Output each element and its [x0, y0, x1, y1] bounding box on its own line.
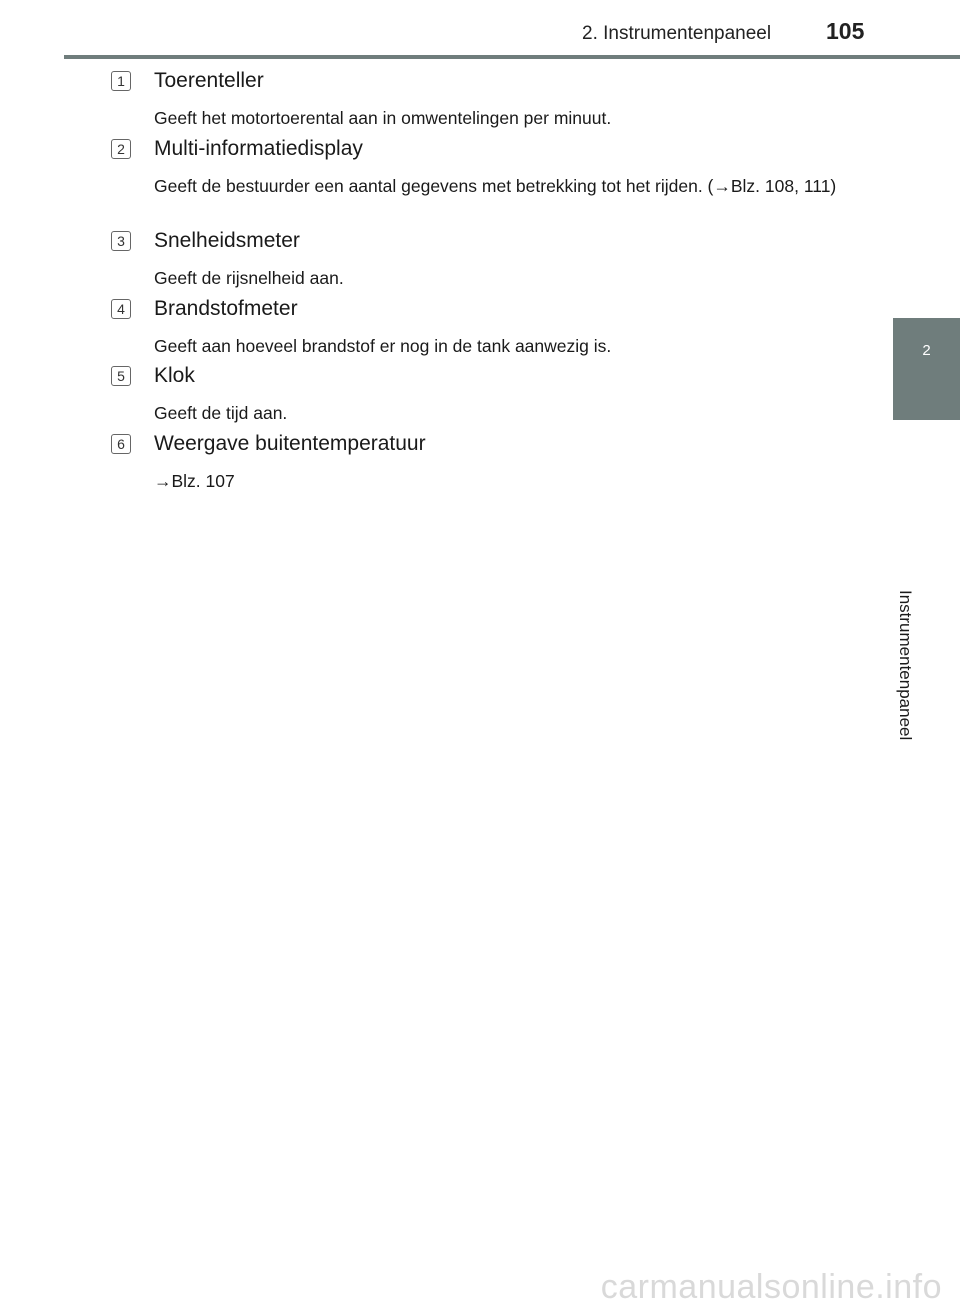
watermark: carmanualsonline.info	[600, 1268, 942, 1306]
item-number-badge: 5	[111, 366, 131, 386]
chapter-tab-number: 2	[922, 342, 931, 359]
chapter-title: 2. Instrumentenpaneel	[582, 23, 772, 44]
item-number-badge: 3	[111, 231, 131, 251]
item-description: Geeft de rijsnelheid aan.	[154, 268, 344, 288]
item-description: Geeft het motortoerental aan in omwentelingen per minuut.	[154, 108, 612, 128]
item-number-badge: 6	[111, 434, 131, 454]
item-title: Klok	[154, 364, 195, 387]
item-description: Geeft de tijd aan.	[154, 403, 288, 423]
item-description: Geeft de bestuurder een aantal gegevens met betrekking tot het rijden. (→Blz. 108, 111)	[154, 176, 837, 196]
page-number: 105	[826, 18, 865, 44]
item-title: Toerenteller	[154, 69, 264, 92]
chapter-tab	[893, 318, 960, 420]
header-rule	[64, 55, 960, 59]
item-description: Geeft aan hoeveel brandstof er nog in de tank aanwezig is.	[154, 336, 612, 356]
item-title: Snelheidsmeter	[154, 229, 300, 252]
item-number-badge: 1	[111, 71, 131, 91]
item-number-badge: 2	[111, 139, 131, 159]
item-title: Multi-informatiedisplay	[154, 137, 363, 160]
chapter-side-label: Instrumentenpaneel	[896, 590, 915, 741]
item-title: Brandstofmeter	[154, 297, 298, 320]
item-title: Weergave buitentemperatuur	[154, 432, 426, 455]
item-number-badge: 4	[111, 299, 131, 319]
item-description: →Blz. 107	[154, 471, 235, 491]
